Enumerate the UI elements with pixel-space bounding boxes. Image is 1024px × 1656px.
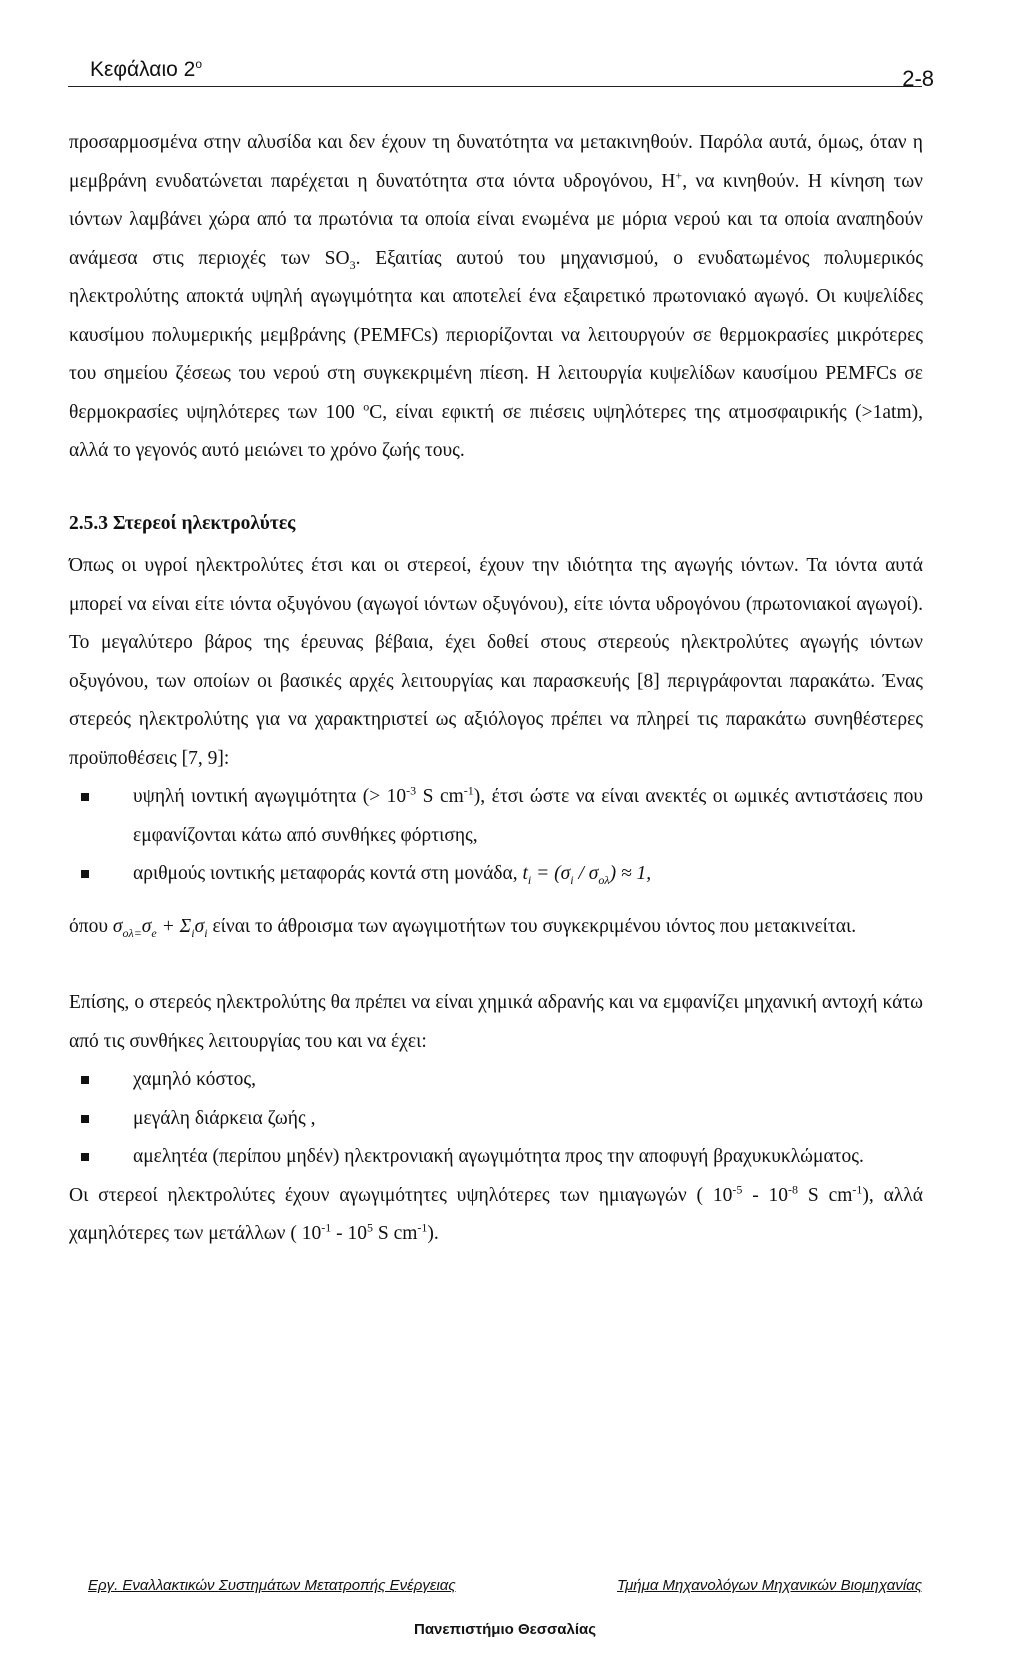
footer-university: Πανεπιστήμιο Θεσσαλίας: [413, 1621, 597, 1638]
list-item: μεγάλη διάρκεια ζωής ,: [69, 1100, 923, 1139]
page-number: 2-8: [902, 66, 934, 91]
transport-number-formula: $t_i = (\sigma_i / \sigma_{o\lambda}) \approx 1$,: [522, 863, 652, 887]
list-item: χαμηλό κόστος,: [69, 1061, 923, 1100]
requirements-list: [69, 778, 923, 894]
page-content: [69, 124, 923, 1254]
paragraph-where: όπου $\sigma_{o\lambda=}\sigma_e + \Sigma_i\sigma_i$ είναι το άθροισμα των αγωγιμοτήτων του συγκεκριμένου ιόντος που μετακινείται.: [69, 915, 857, 940]
list-item: αριθμούς ιοντικής μεταφοράς κοντά στη μονάδα, $t_i = (\sigma_i / \sigma_{o\lambda}) \approx 1$,: [69, 855, 923, 894]
bullet-icon: [81, 1076, 89, 1084]
paragraph-also: Επίσης, ο στερεός ηλεκτρολύτης θα πρέπει να είναι χημικά αδρανής και να εμφανίζει μηχανική αντοχή κάτω από τις συνθήκες λειτουργίας του και να έχει:: [69, 992, 923, 1052]
page-header: [68, 52, 934, 91]
spacer: [69, 946, 923, 984]
bullet-icon: [81, 1153, 89, 1161]
list-item: υψηλή ιοντική αγωγιμότητα (> $10^{-3}$ S $cm^{-1}$), έτσι ώστε να είναι ανεκτές οι ωμικές αντιστάσεις που εμφανίζονται κάτω από συνθήκες φόρτισης,: [69, 778, 923, 855]
section-heading: 2.5.3 Στερεοί ηλεκτρολύτες: [69, 512, 296, 534]
bullet-icon: [81, 793, 89, 801]
footer-lab: Εργ. Εναλλακτικών Συστημάτων Μετατροπής Ενέργειας: [88, 1577, 456, 1594]
chapter-label: Κεφάλαιο $2^o$: [90, 57, 202, 81]
list-item: αμελητέα (περίπου μηδέν) ηλεκτρονιακή αγωγιμότητα προς την αποφυγή βραχυκυκλώματος.: [69, 1138, 923, 1177]
paragraph-conductivity: Οι στερεοί ηλεκτρολύτες έχουν αγωγιμότητες υψηλότερες των ημιαγωγών ( $10^{-5} - 10^{-8}$ S $cm^{-1}$), αλλά χαμηλότερες των μετάλλων ( $10^{-1} - 10^5$ S $cm^{-1}$).: [69, 1182, 923, 1244]
paragraph-membrane: προσαρμοσμένα στην αλυσίδα και δεν έχουν τη δυνατότητα να μετακινηθούν. Παρόλα αυτά, όμως, όταν η μεμβράνη ενυδατώνεται παρέχεται η δυνατότητα στα ιόντα υδρογόνου, Η+, να κινηθούν. Η κίνηση των ιόντων λαμβάνει χώρα από τα πρωτόνια τα οποία είναι ενωμένα με μόρια νερού και τα οποία αναπηδούν ανάμεσα στις περιοχές των $SO_3$. Εξαιτίας αυτού του μηχανισμού, ο ενυδατωμένος πολυμερικός ηλεκτρολύτης αποκτά υψηλή αγωγιμότητα και αποτελεί ένα εξαιρετικό πρωτονιακό αγωγό. Οι κυψελίδες καυσίμου πολυμερικής μεμβράνης (PEMFCs) περιορίζονται να λειτουργούν σε θερμοκρασίες μικρότερες του σημείου ζέσεως του νερού στη συγκεκριμένη πίεση. Η λειτουργία κυψελίδων καυσίμου PEMFCs σε θερμοκρασίες υψηλότερες των 100 $^o$C, είναι εφικτή σε πιέσεις υψηλότερες της ατμοσφαιρικής (>1atm), αλλά το γεγονός αυτό μειώνει το χρόνο ζωής τους.: [69, 132, 923, 461]
properties-list: [69, 1061, 923, 1177]
bullet-icon: [81, 1115, 89, 1123]
paragraph-solid-electrolytes: Όπως οι υγροί ηλεκτρολύτες έτσι και οι στερεοί, έχουν την ιδιότητα της αγωγής ιόντων. Τα ιόντα αυτά μπορεί να είναι είτε ιόντα οξυγόνου (αγωγοί ιόντων οξυγόνου), είτε ιόντα υδρογόνου (πρωτονιακοί αγωγοί). Το μεγαλύτερο βάρος της έρευνας βέβαια, έχει δοθεί στους στερεούς ηλεκτρολύτες αγωγής ιόντων οξυγόνου, των οποίων οι βασικές αρχές λειτουργίας και παρασκευής [8] περιγράφονται παρακάτω. Ένας στερεός ηλεκτρολύτης για να χαρακτηριστεί ως αξιόλογος πρέπει να πληρεί τις παρακάτω συνηθέστερες προϋποθέσεις [7, 9]:: [69, 555, 923, 769]
footer-department: Τμήμα Μηχανολόγων Μηχανικών Βιομηχανίας: [617, 1577, 922, 1594]
bullet-icon: [81, 870, 89, 878]
